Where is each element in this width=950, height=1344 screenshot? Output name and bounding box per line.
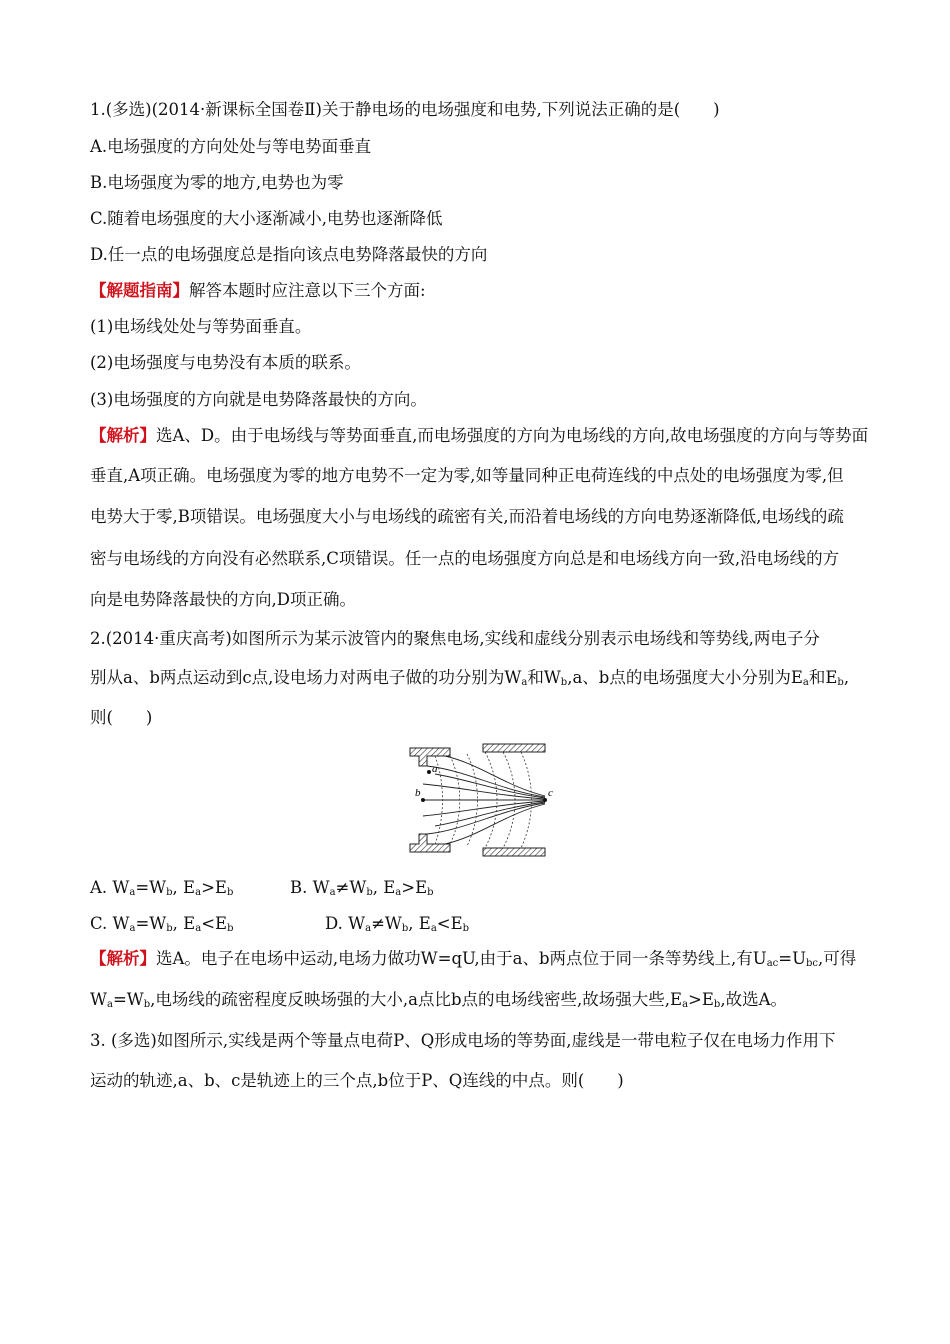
q2-stem-line-2 <box>90 667 849 694</box>
analysis-sub: a <box>682 999 689 1010</box>
q1-option-d: D.任一点的电场强度总是指向该点电势降落最快的方向 <box>90 245 488 264</box>
opt-sub: b <box>427 887 434 898</box>
opt-text: , E <box>172 914 196 933</box>
q2-option-d <box>325 913 469 940</box>
opt-text: C. W <box>90 914 130 933</box>
focusing-field-figure <box>405 742 565 858</box>
guide-tag: 【解题指南】 <box>90 281 189 300</box>
wa: W <box>504 668 522 687</box>
opt-text: A. W <box>90 878 130 897</box>
opt-sub: a <box>195 887 202 898</box>
ea-sub: a <box>802 677 809 688</box>
q2-analysis-line-1 <box>90 948 856 975</box>
q2-stem-line-1: 2.(2014·重庆高考)如图所示为某示波管内的聚焦电场,实线和虚线分别表示电场线和等势线,两电子分 <box>90 629 820 648</box>
right-top-electrode <box>483 744 545 752</box>
point-c <box>543 798 547 802</box>
q1-option-a: A.电场强度的方向处处与等电势面垂直 <box>90 137 372 156</box>
opt-text: , E <box>372 878 396 897</box>
eb-sub: b <box>837 677 844 688</box>
ea: E <box>790 668 803 687</box>
analysis-text: =W <box>112 990 144 1009</box>
opt-sub: a <box>430 923 437 934</box>
analysis-sub: bc <box>806 958 819 969</box>
opt-sub: b <box>462 923 470 934</box>
q2-option-a <box>90 877 233 904</box>
opt-text: ≠W <box>371 914 402 933</box>
analysis-sub: a <box>106 999 113 1010</box>
q1-guide-point-2: (2)电场强度与电势没有本质的联系。 <box>90 353 361 372</box>
analysis-text: W <box>90 990 107 1009</box>
stem-text: 和 <box>527 668 544 687</box>
q1-guide <box>90 280 426 302</box>
analysis-text: ,电场线的疏密程度反映场强的大小,a点比b点的电场线密些,故场强大些,E <box>150 990 683 1009</box>
label-b: b <box>415 787 421 799</box>
guide-text: 解答本题时应注意以下三个方面: <box>189 281 426 300</box>
opt-text: >E <box>401 878 428 897</box>
left-top-electrode <box>410 748 450 766</box>
point-b <box>421 798 425 802</box>
q1-analysis-line-4: 密与电场线的方向没有必然联系,C项错误。任一点的电场强度方向总是和电场线方向一致,沿电场线的方 <box>90 549 840 568</box>
opt-sub: a <box>329 887 336 898</box>
right-bottom-electrode <box>483 848 545 856</box>
opt-text: <E <box>201 914 228 933</box>
opt-sub: b <box>166 923 173 934</box>
wb: W <box>543 668 561 687</box>
q1-option-b: B.电场强度为零的地方,电势也为零 <box>90 173 344 192</box>
opt-text: <E <box>436 914 463 933</box>
wb-sub: b <box>560 677 568 688</box>
opt-sub: b <box>166 887 173 898</box>
eb: E <box>825 668 838 687</box>
opt-sub: a <box>129 923 136 934</box>
analysis-tag: 【解析】 <box>90 426 156 445</box>
opt-text: =W <box>135 878 167 897</box>
q1-analysis-line-2: 垂直,A项正确。电场强度为零的地方电势不一定为零,如等量同种正电荷连线的中点处的电场强度为零,但 <box>90 466 844 485</box>
opt-sub: b <box>226 887 234 898</box>
q2-analysis-line-2 <box>90 989 787 1016</box>
point-a <box>427 770 431 774</box>
wa-sub: a <box>521 677 528 688</box>
q3-stem-line-2: 运动的轨迹,a、b、c是轨迹上的三个点,b位于P、Q连线的中点。则( ) <box>90 1071 624 1090</box>
opt-text: D. W <box>325 914 366 933</box>
opt-text: >E <box>201 878 227 897</box>
analysis-sub: b <box>713 999 721 1010</box>
opt-text: B. W <box>290 878 330 897</box>
analysis-text: 选A。电子在电场中运动,电场力做功W=qU,由于a、b两点位于同一条等势线上,有U <box>156 949 767 968</box>
opt-sub: a <box>395 887 402 898</box>
q2-stem-line-3: 则( ) <box>90 708 153 727</box>
q1-guide-point-3: (3)电场强度的方向就是电势降落最快的方向。 <box>90 390 427 409</box>
analysis-text: ,可得 <box>818 949 857 968</box>
stem-text: ,a、b点的电场强度大小分别为 <box>567 668 791 687</box>
analysis-text: >E <box>688 990 714 1009</box>
q1-option-c: C.随着电场强度的大小逐渐减小,电势也逐渐降低 <box>90 209 443 228</box>
opt-sub: b <box>227 923 234 934</box>
q3-stem-line-1: 3. (多选)如图所示,实线是两个等量点电荷P、Q形成电场的等势面,虚线是一带电粒子仅在电场力作用下 <box>90 1031 836 1050</box>
opt-text: =W <box>135 914 167 933</box>
q2-option-b <box>290 877 434 904</box>
opt-sub: a <box>195 923 202 934</box>
analysis-sub: b <box>143 999 151 1010</box>
stem-text: 和 <box>808 668 826 687</box>
analysis-sub: ac <box>766 958 779 969</box>
stem-text: 别从a、b两点运动到c点,设电场力对两电子做的功分别为 <box>90 668 505 687</box>
opt-sub: b <box>401 923 409 934</box>
opt-text: ≠W <box>335 878 367 897</box>
analysis-text: ,故选A。 <box>720 990 787 1009</box>
q1-analysis-line-3: 电势大于零,B项错误。电场强度大小与电场线的疏密有关,而沿着电场线的方向电势逐渐降低,电场线的疏 <box>90 507 844 526</box>
label-a: a <box>432 763 438 775</box>
q2-option-c <box>90 913 233 940</box>
opt-sub: a <box>365 923 372 934</box>
q1-analysis-line-5: 向是电势降落最快的方向,D项正确。 <box>90 590 356 609</box>
opt-text: , E <box>172 878 196 897</box>
analysis-text: =U <box>778 949 806 968</box>
q1-guide-point-1: (1)电场线处处与等势面垂直。 <box>90 317 312 336</box>
opt-sub: b <box>366 887 373 898</box>
analysis-tag: 【解析】 <box>90 949 156 968</box>
field-lines <box>423 756 545 844</box>
q1-stem: 1.(多选)(2014·新课标全国卷Ⅱ)关于静电场的电场强度和电势,下列说法正确的是( ) <box>90 100 720 119</box>
q1-analysis-line-1 <box>90 425 868 447</box>
opt-text: , E <box>408 914 431 933</box>
opt-sub: a <box>129 887 136 898</box>
analysis-text: 选A、D。由于电场线与等势面垂直,而电场强度的方向为电场线的方向,故电场强度的方向与等势面 <box>156 426 869 445</box>
left-bottom-electrode <box>410 834 450 852</box>
label-c: c <box>548 787 553 799</box>
stem-text: , <box>843 668 850 687</box>
